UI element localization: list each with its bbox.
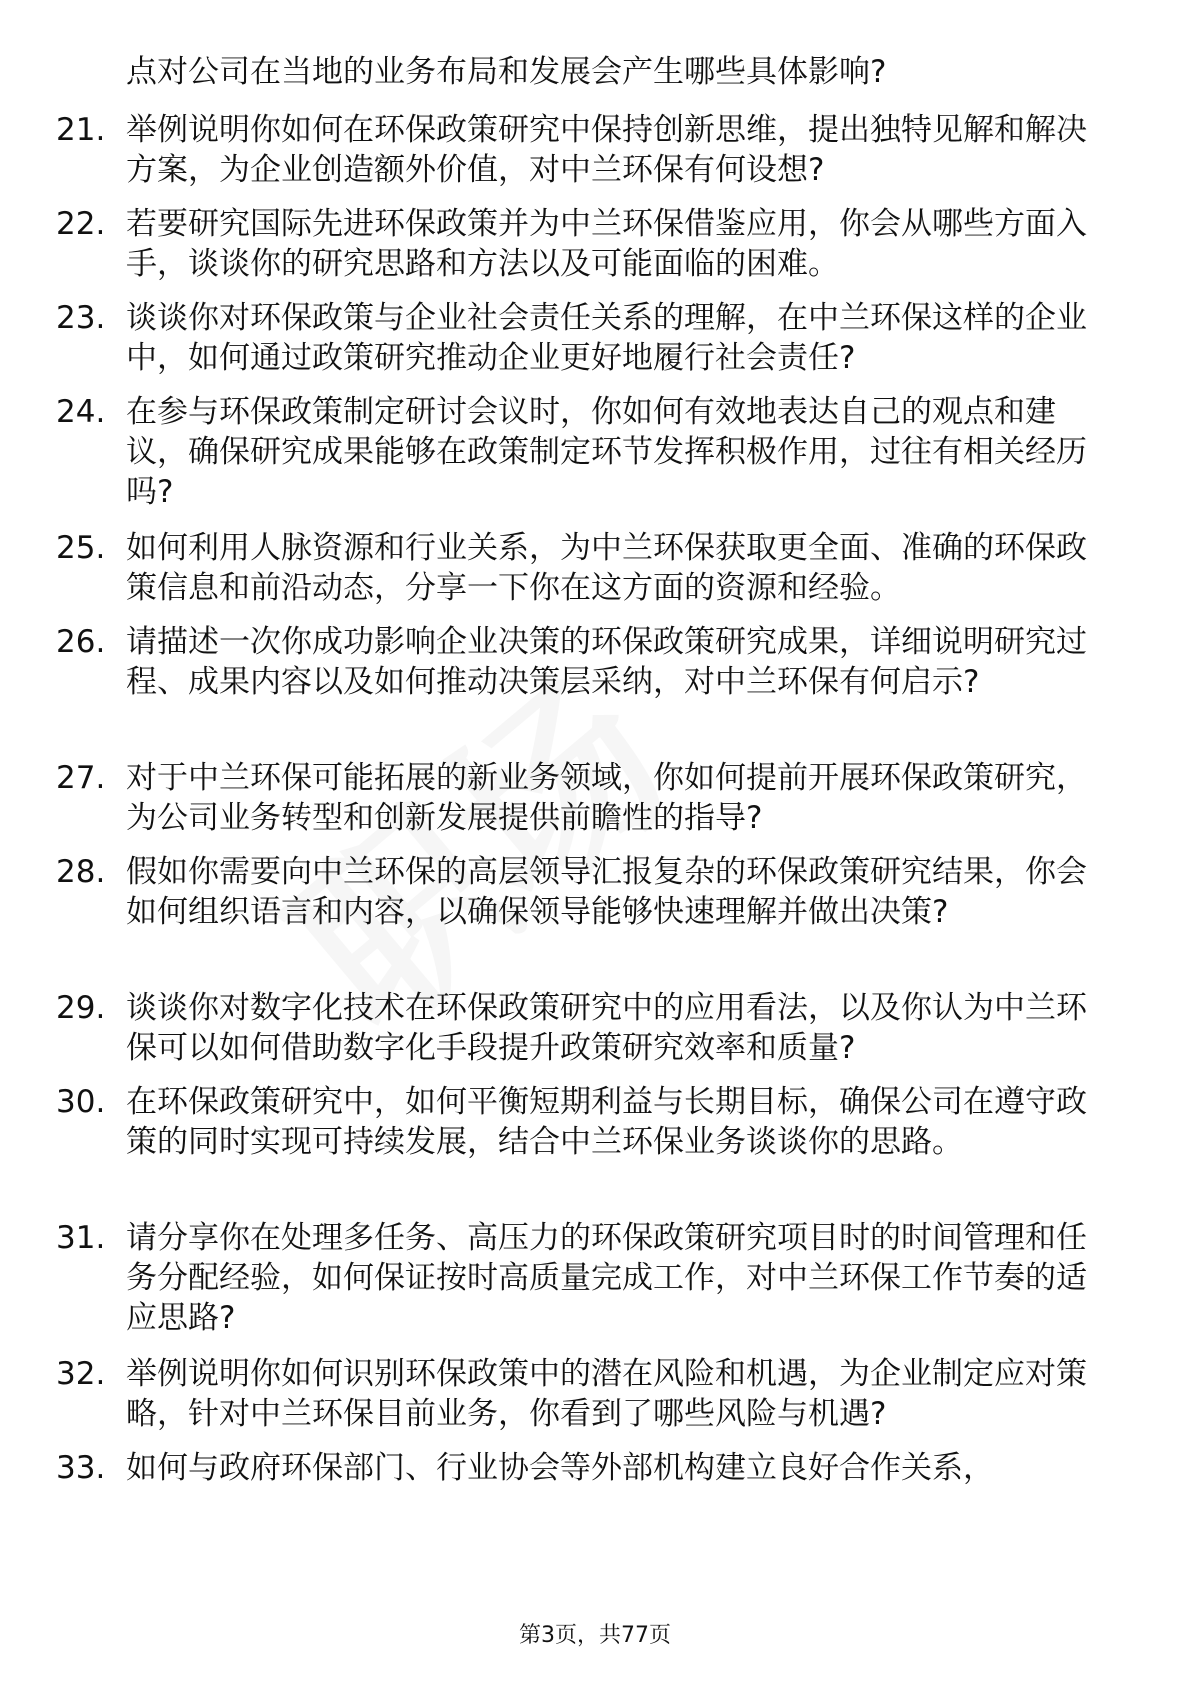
question-number: 26. xyxy=(56,624,106,660)
question-number: 30. xyxy=(56,1084,106,1120)
question-number: 29. xyxy=(56,990,106,1026)
question-text: 举例说明你如何在环保政策研究中保持创新思维，提出独特见解和解决方案，为企业创造额外价值，对中兰环保有何设想? xyxy=(126,112,1087,188)
question-text: 如何利用人脉资源和行业关系，为中兰环保获取更全面、准确的环保政策信息和前沿动态，分享一下你在这方面的资源和经验。 xyxy=(126,530,1087,606)
question-text: 请分享你在处理多任务、高压力的环保政策研究项目时的时间管理和任务分配经验，如何保证按时高质量完成工作，对中兰环保工作节奏的适应思路? xyxy=(126,1220,1087,1336)
page-footer: 第3页，共77页 xyxy=(519,1623,671,1648)
question-text: 谈谈你对数字化技术在环保政策研究中的应用看法，以及你认为中兰环保可以如何借助数字化手段提升政策研究效率和质量? xyxy=(126,990,1087,1066)
question-text: 在环保政策研究中，如何平衡短期利益与长期目标，确保公司在遵守政策的同时实现可持续发展，结合中兰环保业务谈谈你的思路。 xyxy=(126,1084,1087,1160)
question-number: 21. xyxy=(56,112,106,148)
question-number: 25. xyxy=(56,530,106,566)
question-text: 对于中兰环保可能拓展的新业务领域，你如何提前开展环保政策研究，为公司业务转型和创新发展提供前瞻性的指导? xyxy=(126,760,1087,836)
question-text: 假如你需要向中兰环保的高层领导汇报复杂的环保政策研究结果，你会如何组织语言和内容，以确保领导能够快速理解并做出决策? xyxy=(126,854,1087,930)
question-text: 谈谈你对环保政策与企业社会责任关系的理解，在中兰环保这样的企业中，如何通过政策研究推动企业更好地履行社会责任? xyxy=(126,300,1087,376)
question-text: 若要研究国际先进环保政策并为中兰环保借鉴应用，你会从哪些方面入手，谈谈你的研究思路和方法以及可能面临的困难。 xyxy=(126,206,1087,282)
question-number: 27. xyxy=(56,760,106,796)
question-number: 33. xyxy=(56,1450,106,1486)
question-number: 31. xyxy=(56,1220,106,1256)
question-text: 举例说明你如何识别环保政策中的潜在风险和机遇，为企业制定应对策略，针对中兰环保目前业务，你看到了哪些风险与机遇? xyxy=(126,1356,1087,1432)
question-number: 32. xyxy=(56,1356,106,1392)
question-number: 22. xyxy=(56,206,106,242)
question-text: 如何与政府环保部门、行业协会等外部机构建立良好合作关系， xyxy=(126,1450,994,1486)
question-text: 在参与环保政策制定研讨会议时，你如何有效地表达自己的观点和建议，确保研究成果能够在政策制定环节发挥积极作用，过往有相关经历吗? xyxy=(126,394,1087,510)
continuation-text: 点对公司在当地的业务布局和发展会产生哪些具体影响? xyxy=(126,54,887,90)
question-number: 28. xyxy=(56,854,106,890)
question-text: 请描述一次你成功影响企业决策的环保政策研究成果，详细说明研究过程、成果内容以及如何推动决策层采纳，对中兰环保有何启示? xyxy=(126,624,1087,700)
question-number: 23. xyxy=(56,300,106,336)
question-number: 24. xyxy=(56,394,106,430)
